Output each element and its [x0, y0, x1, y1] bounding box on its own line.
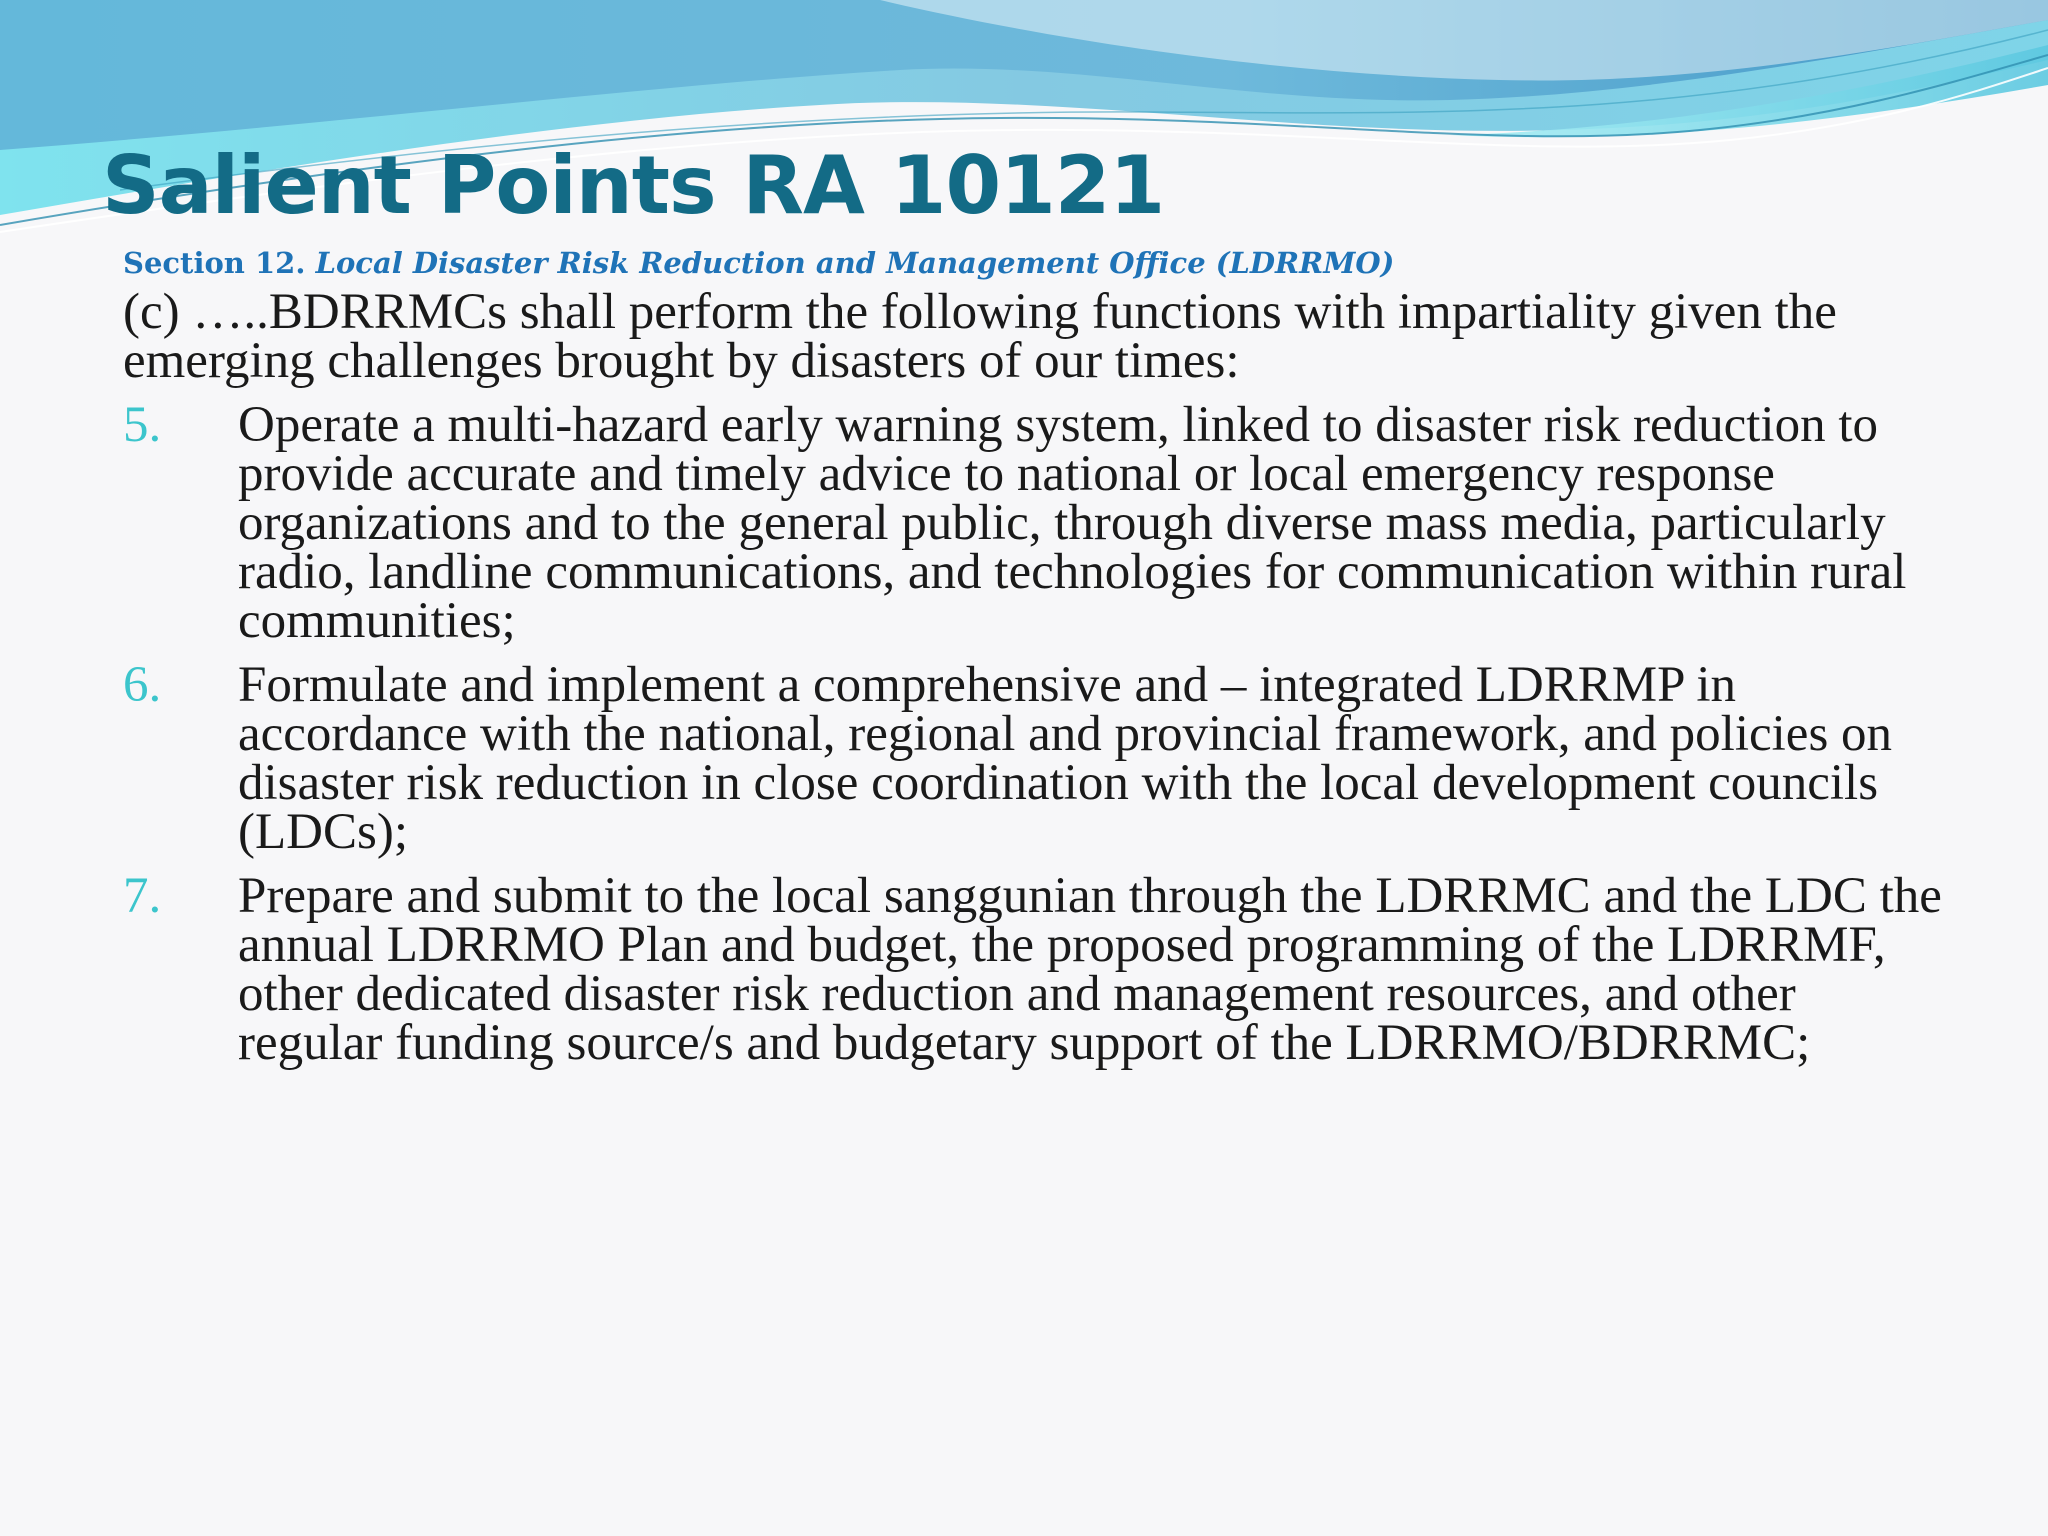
intro-paragraph: (c) …..BDRRMCs shall perform the following functions with impartiality given the emerging challenges brought by disasters of our times:: [123, 284, 1837, 389]
list-item: [123, 657, 1943, 860]
section-heading: [123, 244, 1394, 282]
slide-title: Salient Points RA 10121: [102, 139, 1165, 232]
section-number: Section 12.: [123, 246, 306, 280]
list-item-text: Formulate and implement a comprehensive and – integrated LDRRMP in accordance with the national, regional and provincial framework, and policies on disaster risk reduction in close coordination with the local development councils (LDCs);: [238, 657, 1893, 860]
list-item-number: 6.: [123, 657, 162, 713]
list-item-number: 5.: [123, 397, 162, 453]
list-item-number: 7.: [123, 868, 162, 924]
list-item: [123, 397, 1943, 649]
list-item: [123, 868, 1943, 1071]
slide-body: [123, 284, 1943, 1083]
numbered-list: [123, 397, 1943, 1071]
list-item-text: Prepare and submit to the local sanggunian through the LDRRMC and the LDC the annual LDRRMO Plan and budget, the proposed programming of the LDRRMF, other dedicated disaster risk reduction and management resources, and other regular funding source/s and budgetary support of the LDRRMO/BDRRMC;: [238, 868, 1942, 1071]
list-item-text: Operate a multi-hazard early warning system, linked to disaster risk reduction to provide accurate and timely advice to national or local emergency response organizations and to the general public, through diverse mass media, particularly radio, landline communications, and technologies for communication within rural communities;: [238, 397, 1907, 649]
section-title: Local Disaster Risk Reduction and Management Office (LDRRMO): [315, 246, 1395, 280]
